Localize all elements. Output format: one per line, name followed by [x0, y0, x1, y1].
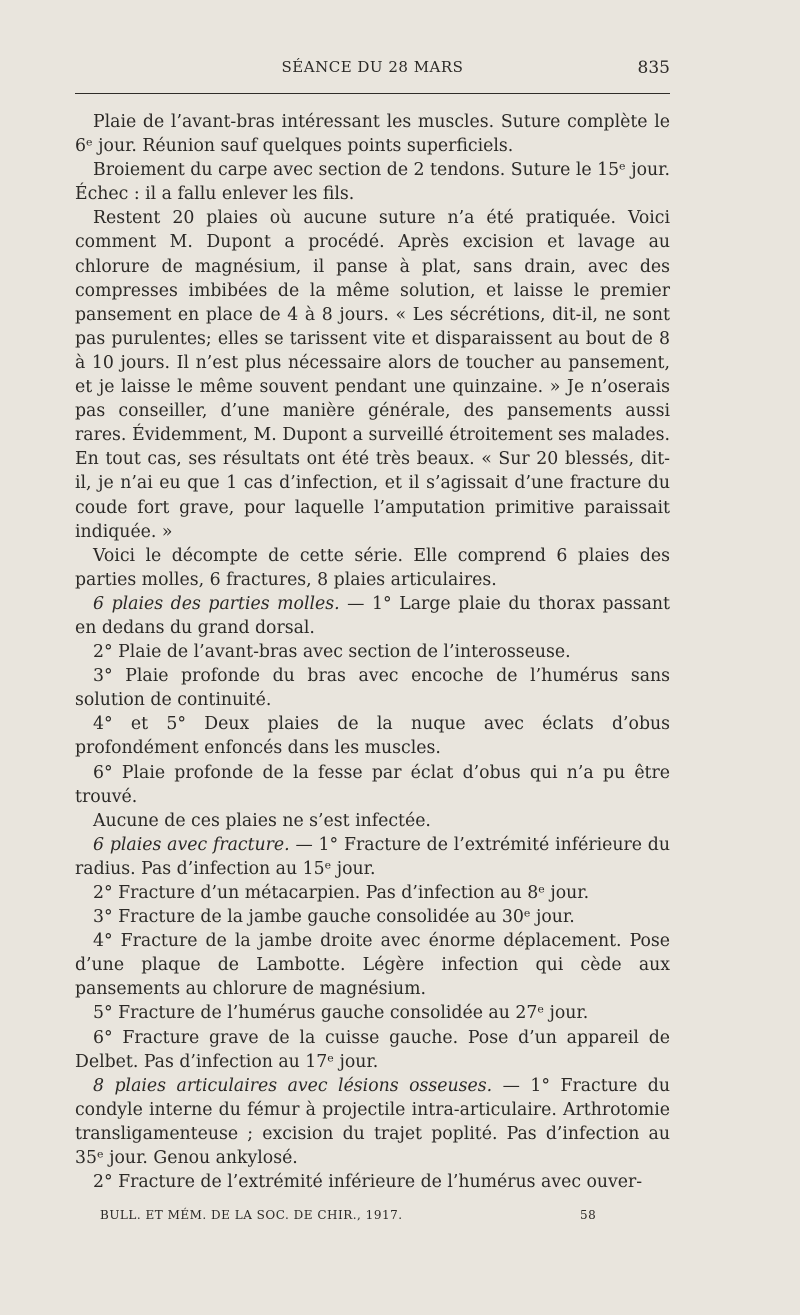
paragraph-text: 5° Fracture de l’humérus gauche consolidée au 27ᵉ jour. [93, 1003, 589, 1024]
paragraph-text: Broiement du carpe avec section de 2 tendons. Suture le 15ᵉ jour. Échec : il a fallu enlever les fils. [75, 160, 670, 205]
header-rule [75, 93, 670, 94]
paragraph-text: 2° Fracture d’un métacarpien. Pas d’infection au 8ᵉ jour. [93, 883, 590, 903]
paragraph [75, 206, 670, 543]
paragraph-text: 6° Fracture grave de la cuisse gauche. Pose d’un appareil de Delbet. Pas d’infection au 17ᵉ jour. [75, 1027, 670, 1072]
journal-reference: BULL. ET MÉM. DE LA SOC. DE CHIR., 1917. [100, 1208, 403, 1222]
paragraph [75, 110, 670, 158]
paragraph [75, 664, 670, 712]
paragraph-text: 3° Plaie profonde du bras avec encoche de l’humérus sans solution de continuité. [75, 666, 670, 711]
paragraph [75, 712, 670, 760]
paragraph-text: Voici le décompte de cette série. Elle comprend 6 plaies des parties molles, 6 fractures, 8 plaies articulaires. [75, 545, 670, 590]
paragraph-text: 2° Fracture de l’extrémité inférieure de l’humérus avec ouver- [93, 1172, 643, 1193]
paragraph [75, 929, 670, 1001]
paragraph [75, 1074, 670, 1170]
paragraph-text: Plaie de l’avant-bras intéressant les muscles. Suture complète le 6ᵉ jour. Réunion sauf quelques points superficiels. [75, 112, 670, 157]
paragraph [75, 905, 670, 929]
paragraph [75, 1026, 670, 1074]
header-title: SÉANCE DU 28 MARS [281, 58, 464, 76]
paragraph [75, 1001, 670, 1025]
paragraph-text: 3° Fracture de la jambe gauche consolidée au 30ᵉ jour. [93, 907, 575, 928]
paragraph-text: 2° Plaie de l’avant-bras avec section de l’interosseuse. [93, 642, 571, 663]
section-heading: 6 plaies des parties molles. [93, 593, 340, 614]
paragraph-text: 4° et 5° Deux plaies de la nuque avec éclats d’obus profondément enfoncés dans les muscles. [75, 714, 670, 759]
paragraph [75, 1170, 670, 1194]
signature-number: 58 [580, 1208, 597, 1222]
paragraph [75, 544, 670, 592]
paragraph [75, 640, 670, 664]
paragraph-text: 6° Plaie profonde de la fesse par éclat d’obus qui n’a pu être trouvé. [75, 762, 670, 807]
paragraph-text: Aucune de ces plaies ne s’est infectée. [93, 810, 431, 831]
paragraph [75, 809, 670, 833]
section-heading: 8 plaies articulaires avec lésions osseuses. [93, 1075, 493, 1096]
paragraph-text: — 1° Large plaie du thorax passant en dedans du grand dorsal. [75, 593, 670, 638]
paragraph [75, 881, 670, 905]
body-text [75, 110, 670, 1194]
paragraph-text: 4° Fracture de la jambe droite avec énorme déplacement. Pose d’une plaque de Lambotte. Légère infection qui cède aux pansements au chlorure de magnésium. [75, 931, 670, 1000]
section-heading: 6 plaies avec fracture. [93, 834, 290, 855]
paragraph [75, 761, 670, 809]
paragraph-text: — 1° Fracture du condyle interne du fémur à projectile intra-articulaire. Arthrotomie transligamenteuse ; excision du trajet poplité. Pas d’infection au 35ᵉ jour. Genou ankylosé. [75, 1075, 670, 1169]
running-header [75, 58, 670, 82]
paragraph [75, 592, 670, 640]
page-number: 835 [637, 58, 670, 78]
paragraph-text: — 1° Fracture de l’extrémité inférieure du radius. Pas d’infection au 15ᵉ jour. [75, 834, 670, 879]
paragraph-text: Restent 20 plaies où aucune suture n’a été pratiquée. Voici comment M. Dupont a procédé. Après excision et lavage au chlorure de magnésium, il panse à plat, sans drain, avec des compresses imbibées de la même solution, et laisse le premier pansement en place de 4 à 8 jours. « Les sécrétions, dit-il, ne sont pas purulentes; elles se tarissent vite et disparaissent au bout de 8 à 10 jours. Il n’est plus nécessaire alors de toucher au pansement, et je laisse le même souvent pendant une quinzaine. » Je n’oserais pas conseiller, d’une manière générale, des pansements aussi rares. Évidemment, M. Dupont a surveillé étroitement ses malades. En tout cas, ses résultats ont été très beaux. « Sur 20 blessés, dit-il, je n’ai eu que 1 cas d’infection, et il s’agissait d’une fracture du coude fort grave, pour laquelle l’amputation primitive paraissait indiquée. » [75, 208, 670, 542]
paragraph [75, 833, 670, 881]
paragraph [75, 158, 670, 206]
